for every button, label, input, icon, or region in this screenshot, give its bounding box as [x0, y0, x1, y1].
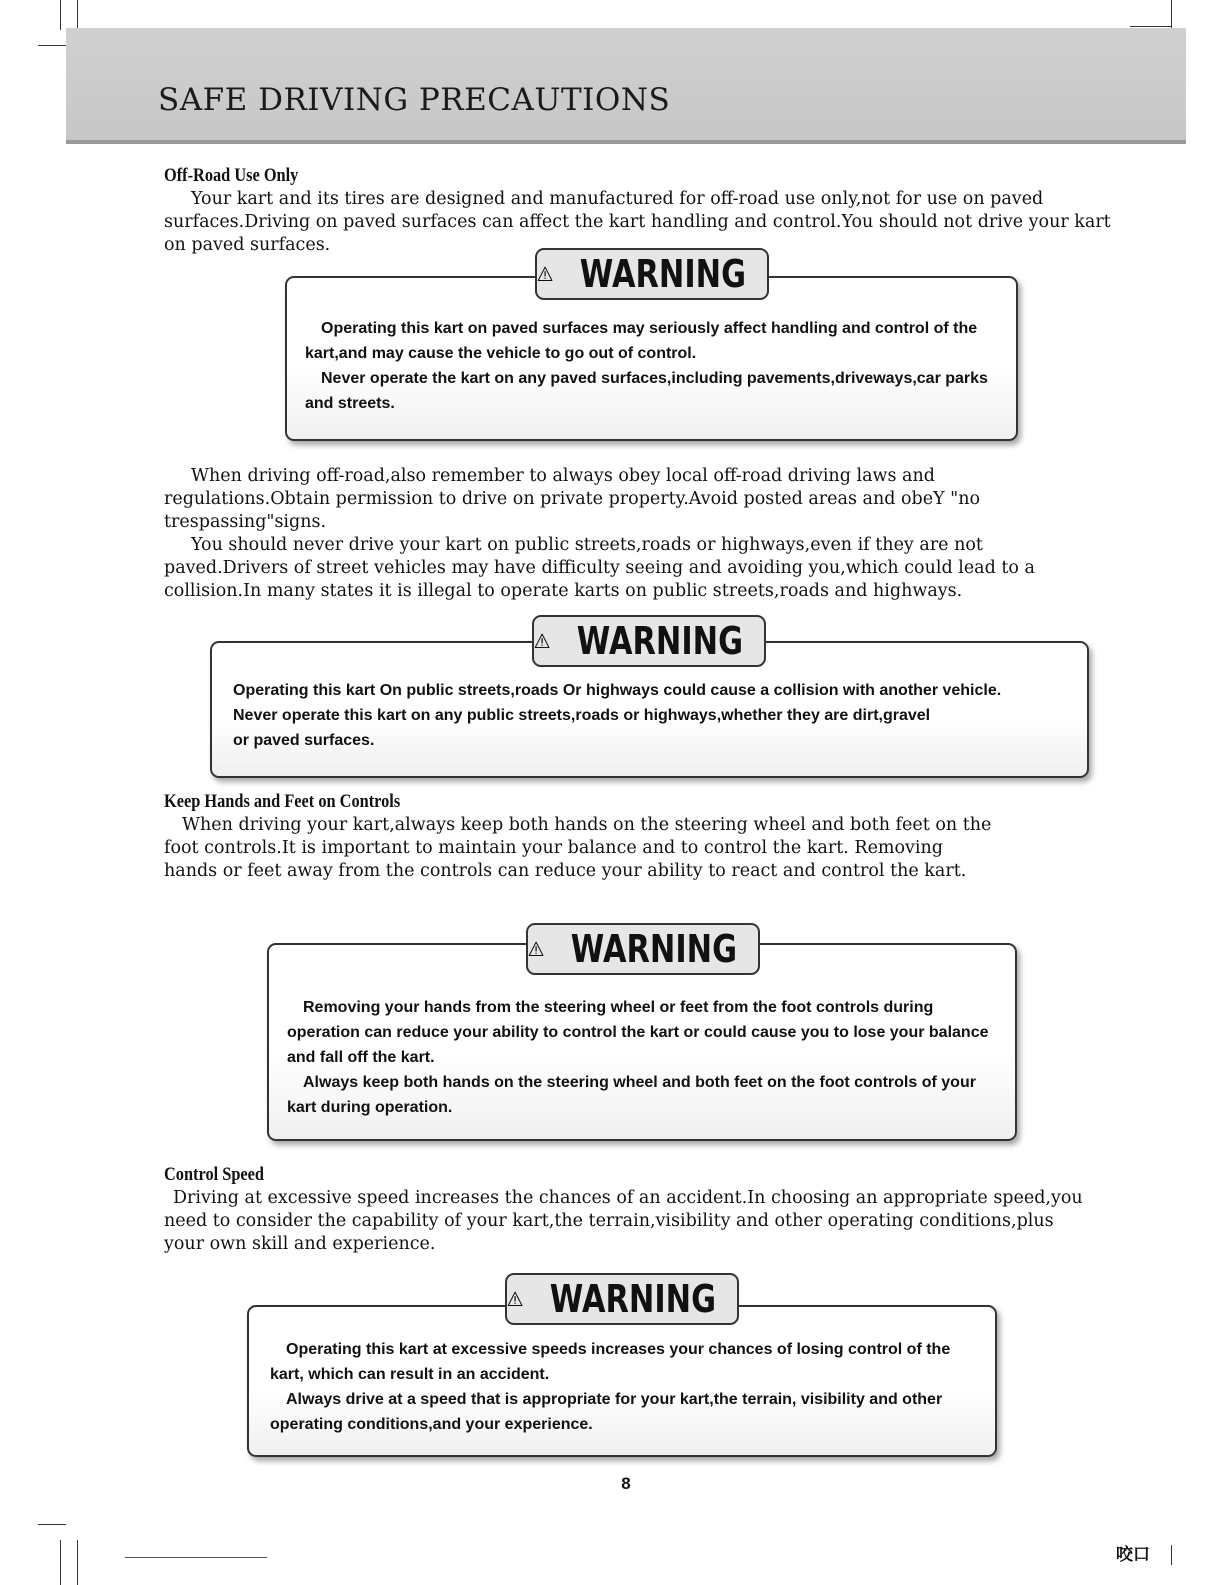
section-offroad: [164, 164, 1124, 257]
crop-mark: [60, 0, 61, 30]
warning-box: [247, 1305, 997, 1457]
crop-mark: [77, 0, 78, 30]
crop-mark: [77, 1540, 78, 1585]
warning-badge: [532, 615, 766, 667]
body-paragraph: Driving at excessive speed increases the chances of an accident.In choosing an appropriate speed,you need to consider the capability of your kart,the terrain,visibility and other operating conditions,plus your own skill and experience.: [164, 1188, 1083, 1254]
warning-line: Always keep both hands on the steering wheel and both feet on the foot controls of your kart during operation.: [287, 1074, 976, 1116]
warning-text: [287, 995, 1005, 1120]
crop-mark: [1171, 1545, 1172, 1565]
warning-label: WARNING: [570, 927, 738, 971]
warning-text: [305, 316, 1007, 416]
crop-mark: [60, 1540, 61, 1585]
warning-line: Never operate this kart on any public streets,roads or highways,whether they are dirt,gravel or paved surfaces.: [233, 707, 931, 749]
crop-mark: [38, 1524, 66, 1525]
warning-box: [285, 276, 1018, 441]
section-hands: [164, 790, 994, 883]
warning-badge: [535, 248, 769, 300]
warning-line: Always drive at a speed that is appropriate for your kart,the terrain, visibility and other operating conditions,and your experience.: [270, 1391, 943, 1433]
warning-line: Removing your hands from the steering wheel or feet from the foot controls during operation can reduce your ability to control the kart or could cause you to lose your balance and fall off the kart.: [287, 999, 989, 1066]
warning-triangle-icon: [507, 1281, 523, 1317]
warning-text: [270, 1337, 988, 1437]
warning-label: WARNING: [576, 619, 744, 663]
section-laws: [164, 465, 1064, 603]
crop-mark: [38, 45, 66, 46]
warning-line: Operating this kart On public streets,roads Or highways could cause a collision with another vehicle.: [233, 682, 1002, 699]
warning-line: Operating this kart at excessive speeds increases your chances of losing control of the kart, which can result in an accident.: [270, 1341, 951, 1383]
section-heading: Off-Road Use Only: [164, 165, 299, 186]
warning-badge: [505, 1273, 739, 1325]
body-paragraph: When driving your kart,always keep both hands on the steering wheel and both feet on the foot controls.It is important to maintain your balance and to control the kart. Removing hands or feet away from the controls can reduce your ability to react and control the kart.: [164, 815, 992, 881]
warning-text: [233, 678, 1083, 753]
footer-mark: 咬口: [1116, 1545, 1150, 1565]
warning-label: WARNING: [549, 1277, 717, 1321]
warning-triangle-icon: [537, 256, 553, 292]
footer-link-line: [125, 1557, 267, 1558]
body-paragraph: When driving off-road,also remember to always obey local off-road driving laws and regulations.Obtain permission to drive on private property.Avoid posted areas and obeY "no trespassing"signs.: [164, 466, 981, 532]
warning-badge: [526, 923, 760, 975]
warning-line: Never operate the kart on any paved surfaces,including pavements,driveways,car parks and streets.: [305, 370, 988, 412]
warning-line: Operating this kart on paved surfaces may seriously affect handling and control of the kart,and may cause the vehicle to go out of control.: [305, 320, 978, 362]
warning-triangle-icon: [534, 623, 550, 659]
section-heading: Control Speed: [164, 1164, 265, 1185]
page-title: SAFE DRIVING PRECAUTIONS: [158, 82, 671, 118]
section-speed: [164, 1163, 1084, 1256]
body-paragraph: You should never drive your kart on public streets,roads or highways,even if they are not paved.Drivers of street vehicles may have difficulty seeing and avoiding you,which could lead to a collision.In many states it is illegal to operate karts on public streets,roads and highways.: [164, 535, 1035, 601]
page-number: 8: [621, 1474, 631, 1493]
crop-mark: [1130, 26, 1172, 27]
warning-label: WARNING: [579, 252, 747, 296]
section-heading: Keep Hands and Feet on Controls: [164, 791, 401, 812]
warning-triangle-icon: [528, 931, 544, 967]
body-paragraph: Your kart and its tires are designed and manufactured for off-road use only,not for use on paved surfaces.Driving on paved surfaces can affect the kart handling and control.You should not drive your kart on paved surfaces.: [164, 189, 1111, 255]
